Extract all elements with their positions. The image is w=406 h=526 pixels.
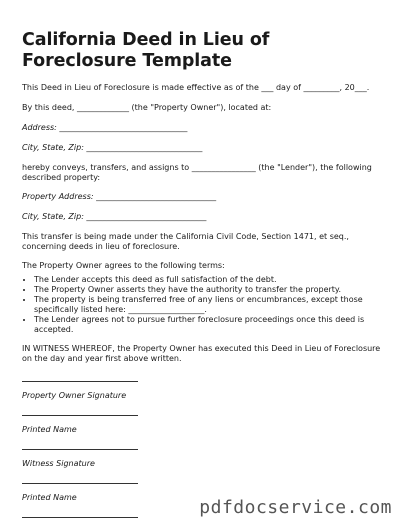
witness-signature-block (22, 449, 388, 469)
witness-signature-label: Witness Signature (22, 459, 95, 468)
signature-line (22, 517, 138, 518)
property-address-field: Property Address: ______________________________ (22, 192, 217, 201)
list-item: • The property is being transferred free of any liens or encumbrances, except those specifically listed here: ___________________. (34, 295, 388, 315)
city-state-zip-field: City, State, Zip: _____________________________ (22, 143, 203, 152)
list-item: • The Lender accepts this deed as full satisfaction of the debt. (34, 275, 388, 285)
signature-line (22, 381, 138, 382)
signature-line (22, 483, 138, 484)
witness-clause: IN WITNESS WHEREOF, the Property Owner has executed this Deed in Lieu of Foreclosure on the day and year first above written. (22, 344, 381, 363)
owner-signature-label: Property Owner Signature (22, 391, 127, 400)
owner-printed-name-block (22, 415, 388, 435)
signature-line (22, 449, 138, 450)
watermark-text: pdfdocservice.com (199, 497, 392, 518)
document-body (22, 30, 388, 518)
terms-intro: The Property Owner agrees to the following terms: (22, 261, 225, 270)
printed-name-label: Printed Name (22, 425, 77, 434)
civil-code-clause: This transfer is being made under the California Civil Code, Section 1471, et seq., concerning deeds in lieu of foreclosure. (22, 232, 349, 251)
effective-date-clause: This Deed in Lieu of Foreclosure is made effective as of the ___ day of _________, 20___. (22, 83, 370, 92)
document-title: California Deed in Lieu of Foreclosure Template (22, 30, 270, 71)
signature-line (22, 415, 138, 416)
owner-signature-block (22, 381, 388, 401)
conveyance-clause: hereby conveys, transfers, and assigns to ________________ (the "Lender"), the following described property: (22, 163, 372, 182)
address-field: Address: ________________________________ (22, 123, 188, 132)
terms-list (22, 275, 388, 335)
printed-name-label: Printed Name (22, 493, 77, 502)
property-city-state-zip-field: City, State, Zip: ______________________________ (22, 212, 207, 221)
list-item: • The Property Owner asserts they have the authority to transfer the property. (34, 285, 388, 295)
property-owner-clause: By this deed, _____________ (the "Property Owner"), located at: (22, 103, 272, 112)
list-item: • The Lender agrees not to pursue further foreclosure proceedings once this deed is accepted. (34, 315, 388, 335)
